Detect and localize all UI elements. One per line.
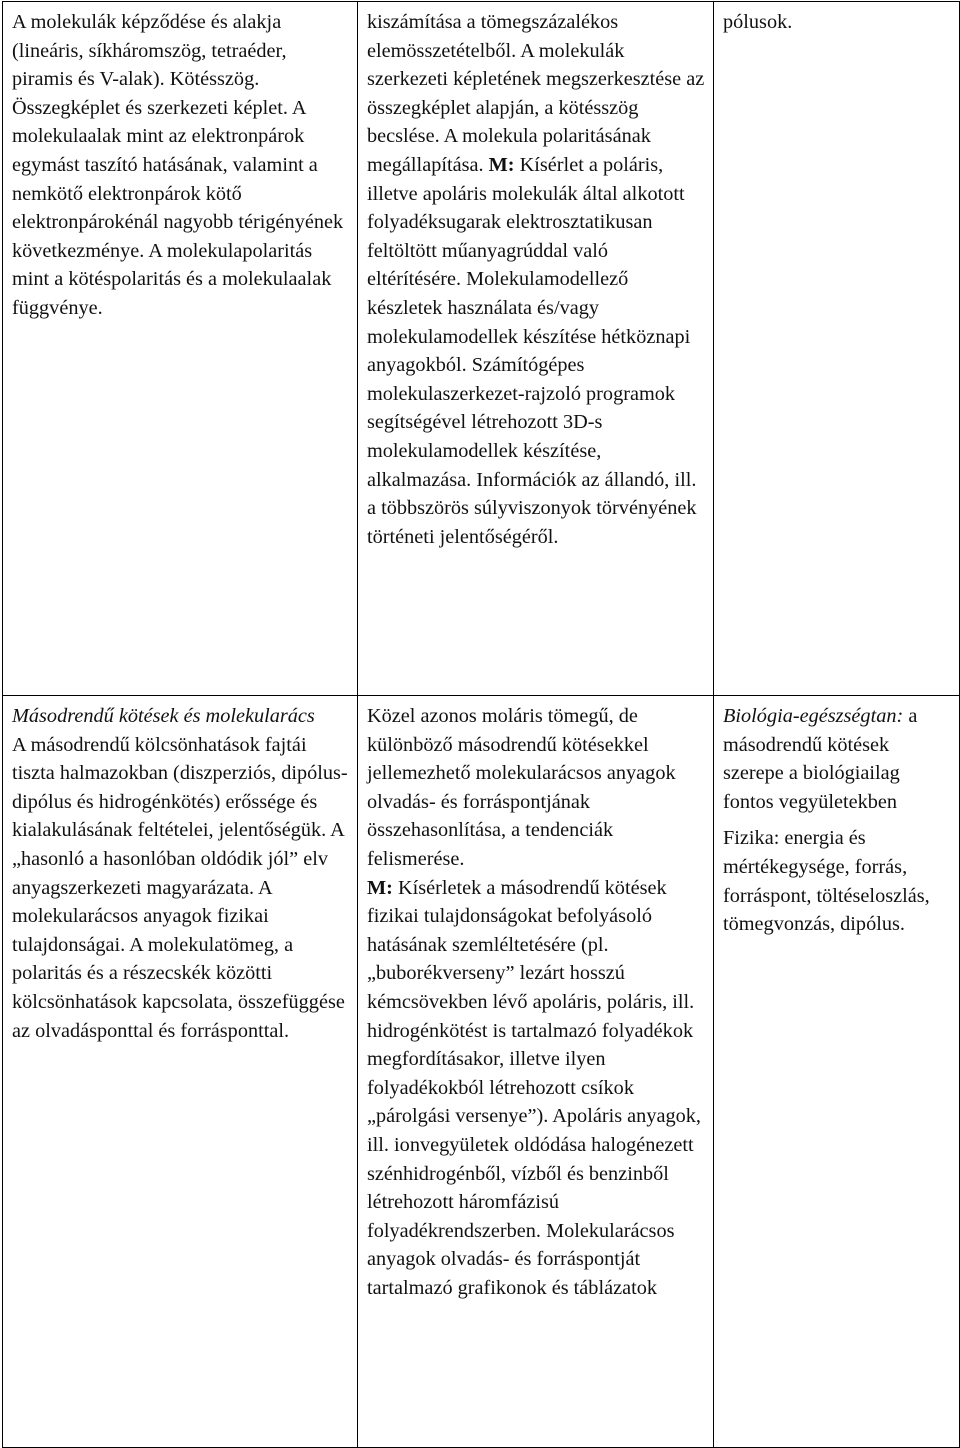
- experiment-label: M:: [367, 876, 393, 899]
- topic-text: A másodrendű kölcsönhatások fajtái tiszta halmazokban (diszperziós, dipólus-dipólus és hidrogénkötés) erőssége és kialakulásának feltételei, jelentőségük. A „hasonló a hasonlóban oldódik jól” elv anyagszerkezeti magyarázata. A molekularácsos anyagok fizikai tulajdonságai. A molekulatömeg, a polaritás és a részecskék közötti kölcsönhatások kapcsolata, összefüggése az olvadásponttal és forrásponttal.: [12, 733, 348, 1042]
- experiment-label: M:: [488, 153, 515, 176]
- activity-text: kiszámítása a tömegszázalékos elemösszetételből. A molekulák szerkezeti képletének megszerkesztése az összegképlet alapján, a kötésszög becslése. A molekula polaritásának megállapítása.: [367, 11, 705, 176]
- connection-text: pólusok.: [723, 11, 793, 33]
- experiment-text: Kísérlet a poláris, illetve apoláris molekulák által alkotott folyadéksugarak elektrosztatikusan feltöltött műanyagrúddal való eltérítésére. Molekulamodellező készletek használata és/vagy molekulamodellek készítése hétköznapi anyagokból. Számítógépes molekulaszerkezet-rajzoló programok segítségével létrehozott 3D-s molekulamodellek készítése, alkalmazása. Információk az állandó, ill. a többszörös súlyviszonyok törvényének történeti jelentőségéről.: [367, 153, 697, 548]
- connection-cell: [714, 696, 960, 1448]
- activity-cell: [358, 696, 714, 1448]
- table-row: [3, 2, 960, 696]
- biology-text: a másodrendű kötések szerepe a biológiailag fontos vegyületekben: [723, 705, 918, 813]
- activity-text: Közel azonos moláris tömegű, de különböző másodrendű kötésekkel jellemezhető molekularácsos anyagok olvadás- és forráspontjának összehasonlítása, a tendenciák felismerése.: [367, 705, 676, 870]
- topic-heading: Másodrendű kötések és molekularács: [12, 705, 315, 727]
- topic-cell: [3, 2, 358, 696]
- topic-text: A molekulák képződése és alakja (lineáris, síkháromszög, tetraéder, piramis és V-alak). Kötésszög. Összegképlet és szerkezeti képlet. A molekulaalak mint az elektronpárok egymást taszító hatásának, valamint a nemkötő elektronpárok kötő elektronpárokénál nagyobb térigényének következménye. A molekulapolaritás mint a kötéspolaritás és a molekulaalak függvénye.: [12, 11, 344, 319]
- topic-cell: [3, 696, 358, 1448]
- table-row: [3, 696, 960, 1448]
- activity-cell: [358, 2, 714, 696]
- biology-label: Biológia-egészségtan:: [723, 705, 904, 727]
- physics-text: Fizika: energia és mértékegysége, forrás, forráspont, töltéseloszlás, tömegvonzás, dipólus.: [723, 827, 930, 936]
- connection-cell: [714, 2, 960, 696]
- curriculum-table: [2, 1, 960, 1448]
- experiment-text: Kísérletek a másodrendű kötések fizikai tulajdonságokat befolyásoló hatásának szemléltetésére (pl. „buborékverseny” lezárt hosszú kémcsövekben lévő apoláris, poláris, ill. hidrogénkötést is tartalmazó folyadékok megfordításakor, illetve ilyen folyadékokból létrehozott csíkok „párolgási versenye”). Apoláris anyagok, ill. ionvegyületek oldódása halogénezett szénhidrogénből, vízből és benzinből létrehozott háromfázisú folyadékrendszerben. Molekularácsos anyagok olvadás- és forráspontját tartalmazó grafikonok és táblázatok: [367, 876, 701, 1299]
